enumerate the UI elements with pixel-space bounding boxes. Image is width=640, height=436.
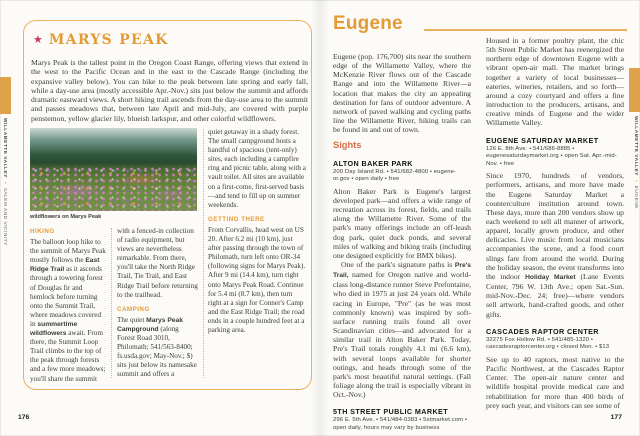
edge-separator: • [633,179,638,182]
edge-separator: • [2,181,7,184]
middle-column [117,227,198,380]
camping-continuation-text: quiet getaway in a shady forest. The small campground hosts a handful of spacious (tent-only) sites, each including a campfire ring and picnic table, along with a vault toilet. All sites are available on a first-come, first-served basis—and tend to fill up on summer weekends. [208,128,306,209]
listing-5th-street-public-market [333,407,471,432]
listing-name: CASCADES RAPTOR CENTER [486,326,599,336]
edge-section-label: EUGENE [633,185,638,209]
column-divider [111,228,112,378]
feature-title-row [33,31,169,49]
city-intro-paragraph: Eugene (pop. 176,700) sits near the southern edge of the Willamette Valley, where the McKenzie River flows out of the Cascade Range and into the Willamette River—a location that makes the city an appealing destination for fans of outdoor adventure. A network of paved walking and cycling paths line the Willamette River, hiking trails can be found in and out of town. [333,52,471,135]
page-number: 176 [18,414,30,421]
sights-heading: Sights [333,140,362,151]
wildflowers-photo [30,128,197,211]
column-divider [203,129,204,378]
listing-body: One of the park's signature paths is Pre's Trail, named for Oregon native and world-class long-distance runner Steve Prefontaine, who died in 1975 at just 24 years old. While racing in Europe, "Pre" (as he was most commonly known) was inspired by soft-surface running trails found all over Scandinavian cities—and advocated for a similar trail in Alton Baker Park. Today, Pre's Trail totals roughly 4.1 mi (6.6 km), with several loops available for shorter outings, and heads through some of the park's most beautiful natural settings. (Fall foliage along the trail is especially vibrant in Oct.-Nov.) [333,259,471,400]
hiking-continuation-text: with a fenced-in collection of radio equipment, but views are nevertheless remarkable. From there, you'll take the North Ridge Trail, Tie Trail, and East Ridge Trail before returning to the trailhead. [117,227,198,299]
chapter-edge-tab [629,68,640,112]
edge-tab-label [2,118,7,246]
edge-section-label: SALEM AND VICINITY [2,187,7,246]
city-title: Eugene [333,13,403,34]
listing-details: 32275 Fox Hollow Rd. • 541/485-1320 • cascadesraptorcenter.org • closed Mon. • $13 [486,336,610,351]
edge-chapter-label: WILLAMETTE VALLEY [633,116,638,176]
listing-alton-baker-park [333,159,471,400]
edge-chapter-label: WILLAMETTE VALLEY [2,118,7,178]
getting-there-heading: GETTING THERE [208,215,265,223]
listing-name: ALTON BAKER PARK [333,158,413,168]
title-rule [424,29,627,31]
hiking-heading: HIKING [30,228,55,235]
right-page-column-1 [333,52,471,435]
listing-body: Since 1970, hundreds of vendors, performers, artisans, and more have made the Eugene Saturday Market a counterculture institution around town. These days, more than 200 vendors show up each weekend to sell all manner of artwork, apparel, locally grown produce, and other delicacies. Live music from local musicians accompanies the scene, and a food court slings fare from around the world. During the holiday season, the event transforms into the indoor Holiday Market (Lane Events Center, 796 W. 13th Ave.; open Sat.-Sun. mid-Nov.-Dec. 24; free)—where vendors sell artwork, hand-crafted goods, and other gifts. [486,171,624,319]
listing-details: 296 E. 5th Ave. • 541/484-0383 • 5stmarket.com • open daily, hours may vary by business [333,417,468,431]
listing-name: 5TH STREET PUBLIC MARKET [333,407,449,417]
chapter-edge-tab [0,77,11,114]
hiking-column [30,227,107,384]
page-number: 177 [610,414,622,421]
listing-name: EUGENE SATURDAY MARKET [486,135,599,145]
listing-body: Alton Baker Park is Eugene's largest developed park—and offers a wide range of recreation across its forest, fields, and trails along the Willamette River. Some of the park's many offerings include an off-leash dog park, quiet duck ponds, and several miles of walking and biking trails (including one designed explicitly for BMX bikes). [333,186,471,260]
getting-there-text: From Corvallis, head west on US 20. After 6.2 mi (10 km), just after passing through the town of Philomath, turn left onto OR-34 (following signs for Marys Peak). After 9 mi (14.4 km), turn right onto Marys Peak Road. Continue for 5.4 mi (8.7 km), then turn right at a sign for Conner's Camp and the East Ridge Trail; the road ends in a couple hundred feet at a parking area. [208,225,306,334]
getting-there-column [208,128,306,335]
hiking-text: The balloon loop hike to the summit of Marys Peak mostly follows the East Ridge Trail as it ascends through a towering forest of Douglas fir and hemlock before turning onto the Summit Trail, where meadows covered in summertime wildflowers await. From there, the Summit Loop Trail climbs to the top of the peak through forests and a few more meadows; you'll share the summit [30,238,106,383]
star-icon: ★ [33,34,43,46]
listing-body-5th-street: Housed in a former poultry plant, the chic 5th Street Public Market has reenergized the northern edge of downtown Eugene with a vibrant open-air mall. The market brings together a variety of local businesses—eateries, wineries, retailers, and so forth—around a cozy courtyard and offers a fine introduction to the producers, artisans, and creative minds of Eugene and the wider Willamette Valley. [486,36,624,128]
camping-text: The quiet Marys Peak Campground (along Forest Road 3010, Philomath; 541/563-8400; fs.usda.gov; May-Nov.; $) sits just below its namesake summit and offers a [117,315,197,379]
camping-heading: CAMPING [117,305,150,313]
book-spine-shadow [311,0,329,436]
listing-eugene-saturday-market [486,136,624,319]
photo-caption: wildflowers on Marys Peak [30,214,102,220]
listing-cascades-raptor-center [486,327,624,410]
feature-intro-paragraph: Marys Peak is the tallest point in the Oregon Coast Range, offering views that extend in the west to the Pacific Ocean and in the east to the Cascade Range (including the expansive valley below). You can hike to the peak between late spring and early fall, while a day-use area (mostly accessible Apr.-Nov.) sits just below the summit and affords dramatic eastward views. A short hiking trail ascends from the day-use area to the summit and passes meadows that, between late April and mid-July, are covered with purple penstemon, yellow glacier lily, blueish larkspur, and other colorful wildflowers. [31,58,308,123]
feature-title: MARYS PEAK [48,32,169,48]
listing-details: 200 Day Island Rd. • 541/682-4800 • eugene-or.gov • open daily • free [333,168,457,183]
marys-peak-feature-box [23,20,312,390]
listing-body: See up to 40 raptors, most native to the Pacific Northwest, at the Cascades Raptor Center. The open-air nature center and wildlife hospital provide medical care and rehabilitation for more than 400 birds of prey each year, and visitors can see some of [486,354,624,410]
right-page-column-2 [486,36,624,410]
listing-details: 126 E. 8th Ave. • 541/686-8885 • eugenesaturdaymarket.org • open Sat. Apr.-mid-Nov. • free [486,145,617,167]
edge-tab-label [633,116,638,209]
